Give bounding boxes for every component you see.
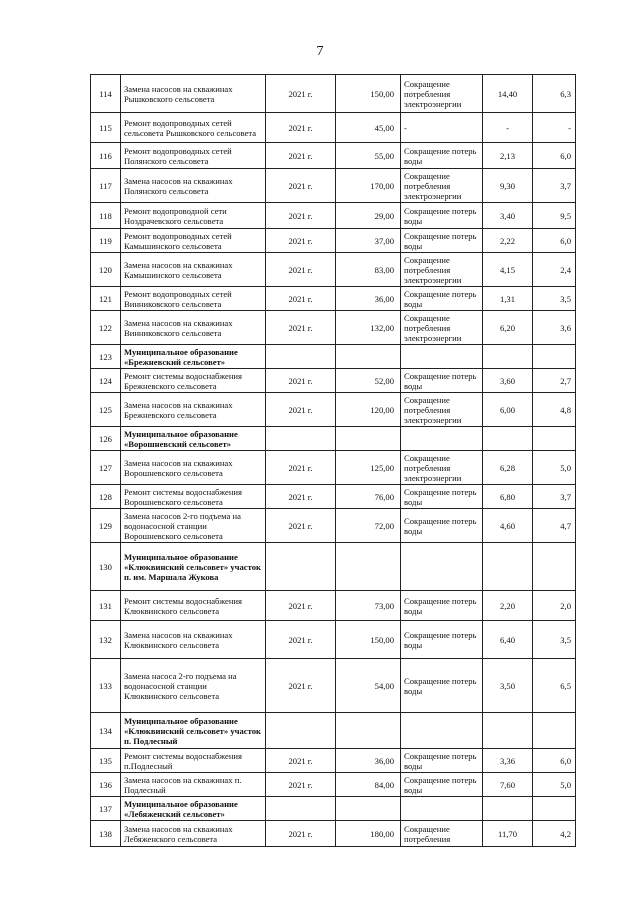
row-number: 124 — [91, 369, 121, 393]
cost-cell: 180,00 — [336, 821, 401, 847]
value1-cell — [483, 427, 533, 451]
row-number: 118 — [91, 203, 121, 229]
result-cell — [401, 797, 483, 821]
value2-cell: 6,5 — [533, 659, 576, 713]
group-row — [91, 345, 576, 369]
cost-cell: 150,00 — [336, 75, 401, 113]
cost-cell: 36,00 — [336, 749, 401, 773]
row-number: 126 — [91, 427, 121, 451]
row-number: 136 — [91, 773, 121, 797]
value1-cell: 7,60 — [483, 773, 533, 797]
row-number: 123 — [91, 345, 121, 369]
result-cell: Сокращение потерь воды — [401, 509, 483, 543]
measure-name: Ремонт водопроводных сетей Камышинского сельсовета — [121, 229, 266, 253]
row-number: 133 — [91, 659, 121, 713]
table-row — [91, 143, 576, 169]
result-cell: - — [401, 113, 483, 143]
cost-cell: 52,00 — [336, 369, 401, 393]
table-row — [91, 311, 576, 345]
value1-cell: 3,50 — [483, 659, 533, 713]
table-row — [91, 287, 576, 311]
result-cell: Сокращение потребления электроэнергии — [401, 253, 483, 287]
result-cell: Сокращение потерь воды — [401, 659, 483, 713]
year-cell: 2021 г. — [266, 287, 336, 311]
table-row — [91, 169, 576, 203]
cost-cell: 73,00 — [336, 591, 401, 621]
table-row — [91, 591, 576, 621]
year-cell — [266, 797, 336, 821]
value1-cell: 9,30 — [483, 169, 533, 203]
value1-cell: 11,70 — [483, 821, 533, 847]
value1-cell: 6,80 — [483, 485, 533, 509]
measure-name: Муниципальное образование «Ворошневский сельсовет» — [121, 427, 266, 451]
value2-cell: 3,7 — [533, 169, 576, 203]
value1-cell: 6,40 — [483, 621, 533, 659]
result-cell — [401, 427, 483, 451]
cost-cell — [336, 543, 401, 591]
table-row — [91, 485, 576, 509]
value2-cell: 2,0 — [533, 591, 576, 621]
value2-cell: 3,6 — [533, 311, 576, 345]
table-row — [91, 621, 576, 659]
cost-cell: 132,00 — [336, 311, 401, 345]
table-row — [91, 369, 576, 393]
year-cell — [266, 345, 336, 369]
table-row — [91, 75, 576, 113]
cost-cell — [336, 713, 401, 749]
value2-cell — [533, 543, 576, 591]
measure-name: Замена насоса 2-го подъема на водонасосной станции Клюквинского сельсовета — [121, 659, 266, 713]
row-number: 115 — [91, 113, 121, 143]
year-cell — [266, 713, 336, 749]
value2-cell: 6,0 — [533, 229, 576, 253]
cost-cell: 45,00 — [336, 113, 401, 143]
table-row — [91, 451, 576, 485]
row-number: 128 — [91, 485, 121, 509]
cost-cell: 84,00 — [336, 773, 401, 797]
value2-cell: - — [533, 113, 576, 143]
year-cell: 2021 г. — [266, 451, 336, 485]
cost-cell: 125,00 — [336, 451, 401, 485]
year-cell: 2021 г. — [266, 253, 336, 287]
value2-cell: 3,7 — [533, 485, 576, 509]
result-cell: Сокращение потерь воды — [401, 229, 483, 253]
cost-cell: 36,00 — [336, 287, 401, 311]
result-cell: Сокращение потерь воды — [401, 485, 483, 509]
table-row — [91, 773, 576, 797]
row-number: 131 — [91, 591, 121, 621]
result-cell — [401, 713, 483, 749]
year-cell: 2021 г. — [266, 393, 336, 427]
result-cell: Сокращение потерь воды — [401, 369, 483, 393]
value1-cell: 1,31 — [483, 287, 533, 311]
table-row — [91, 229, 576, 253]
value1-cell: 6,20 — [483, 311, 533, 345]
result-cell: Сокращение потребления электроэнергии — [401, 311, 483, 345]
table-row — [91, 113, 576, 143]
cost-cell: 76,00 — [336, 485, 401, 509]
cost-cell: 37,00 — [336, 229, 401, 253]
measure-name: Замена насосов на скважинах Камышинского сельсовета — [121, 253, 266, 287]
result-cell: Сокращение потерь воды — [401, 773, 483, 797]
group-row — [91, 797, 576, 821]
cost-cell — [336, 797, 401, 821]
measure-name: Замена насосов на скважинах Полянского сельсовета — [121, 169, 266, 203]
row-number: 132 — [91, 621, 121, 659]
year-cell: 2021 г. — [266, 143, 336, 169]
row-number: 127 — [91, 451, 121, 485]
measures-table — [90, 74, 576, 847]
page-number: 7 — [316, 44, 324, 59]
result-cell — [401, 543, 483, 591]
year-cell: 2021 г. — [266, 113, 336, 143]
row-number: 125 — [91, 393, 121, 427]
table-body — [91, 75, 576, 847]
row-number: 114 — [91, 75, 121, 113]
row-number: 120 — [91, 253, 121, 287]
year-cell: 2021 г. — [266, 509, 336, 543]
measure-name: Ремонт водопроводных сетей Полянского сельсовета — [121, 143, 266, 169]
year-cell: 2021 г. — [266, 591, 336, 621]
row-number: 138 — [91, 821, 121, 847]
measure-name: Ремонт водопроводных сетей Винниковского сельсовета — [121, 287, 266, 311]
result-cell: Сокращение потерь воды — [401, 203, 483, 229]
table-row — [91, 203, 576, 229]
measure-name: Замена насосов на скважинах Лебяженского сельсовета — [121, 821, 266, 847]
result-cell: Сокращение потребления электроэнергии — [401, 393, 483, 427]
measure-name: Ремонт системы водоснабжения Ворошневского сельсовета — [121, 485, 266, 509]
value1-cell — [483, 345, 533, 369]
result-cell: Сокращение потерь воды — [401, 621, 483, 659]
value1-cell: 3,40 — [483, 203, 533, 229]
result-cell: Сокращение потребления электроэнергии — [401, 451, 483, 485]
cost-cell: 29,00 — [336, 203, 401, 229]
row-number: 134 — [91, 713, 121, 749]
row-number: 130 — [91, 543, 121, 591]
value1-cell: 2,20 — [483, 591, 533, 621]
value2-cell: 5,0 — [533, 451, 576, 485]
value2-cell: 6,0 — [533, 749, 576, 773]
cost-cell: 83,00 — [336, 253, 401, 287]
row-number: 122 — [91, 311, 121, 345]
cost-cell: 55,00 — [336, 143, 401, 169]
row-number: 116 — [91, 143, 121, 169]
year-cell: 2021 г. — [266, 75, 336, 113]
measure-name: Замена насосов на скважинах п. Подлесный — [121, 773, 266, 797]
group-row — [91, 427, 576, 451]
measure-name: Ремонт системы водоснабжения п.Подлесный — [121, 749, 266, 773]
measure-name: Замена насосов на скважинах Рышковского сельсовета — [121, 75, 266, 113]
value1-cell — [483, 797, 533, 821]
measure-name: Ремонт системы водоснабжения Клюквинского сельсовета — [121, 591, 266, 621]
year-cell: 2021 г. — [266, 485, 336, 509]
year-cell: 2021 г. — [266, 311, 336, 345]
measure-name: Муниципальное образование «Клюквинский сельсовет» участок п. Подлесный — [121, 713, 266, 749]
measure-name: Ремонт системы водоснабжения Брежневского сельсовета — [121, 369, 266, 393]
measure-name: Муниципальное образование «Брежневский сельсовет» — [121, 345, 266, 369]
year-cell: 2021 г. — [266, 229, 336, 253]
measure-name: Муниципальное образование «Лебяженский сельсовет» — [121, 797, 266, 821]
value1-cell: 2,22 — [483, 229, 533, 253]
value2-cell: 4,8 — [533, 393, 576, 427]
row-number: 129 — [91, 509, 121, 543]
value2-cell: 4,2 — [533, 821, 576, 847]
table-row — [91, 393, 576, 427]
result-cell: Сокращение потребления — [401, 821, 483, 847]
row-number: 121 — [91, 287, 121, 311]
cost-cell: 54,00 — [336, 659, 401, 713]
result-cell: Сокращение потребления электроэнергии — [401, 169, 483, 203]
measure-name: Ремонт водопроводной сети Ноздрачевского сельсовета — [121, 203, 266, 229]
value1-cell: 4,60 — [483, 509, 533, 543]
value2-cell: 3,5 — [533, 287, 576, 311]
cost-cell — [336, 427, 401, 451]
cost-cell: 170,00 — [336, 169, 401, 203]
group-row — [91, 543, 576, 591]
value2-cell — [533, 797, 576, 821]
measure-name: Замена насосов на скважинах Винниковского сельсовета — [121, 311, 266, 345]
value2-cell: 3,5 — [533, 621, 576, 659]
result-cell: Сокращение потерь воды — [401, 287, 483, 311]
year-cell: 2021 г. — [266, 203, 336, 229]
year-cell — [266, 427, 336, 451]
measure-name: Муниципальное образование «Клюквинский сельсовет» участок п. им. Маршала Жукова — [121, 543, 266, 591]
value2-cell: 4,7 — [533, 509, 576, 543]
value2-cell: 5,0 — [533, 773, 576, 797]
measure-name: Замена насосов на скважинах Клюквинского сельсовета — [121, 621, 266, 659]
value2-cell — [533, 427, 576, 451]
group-row — [91, 713, 576, 749]
result-cell: Сокращение потребления электроэнергии — [401, 75, 483, 113]
table-row — [91, 253, 576, 287]
year-cell: 2021 г. — [266, 659, 336, 713]
value2-cell: 2,4 — [533, 253, 576, 287]
table-row — [91, 749, 576, 773]
year-cell: 2021 г. — [266, 749, 336, 773]
result-cell: Сокращение потерь воды — [401, 143, 483, 169]
result-cell — [401, 345, 483, 369]
cost-cell: 72,00 — [336, 509, 401, 543]
value1-cell: 3,60 — [483, 369, 533, 393]
value2-cell: 6,3 — [533, 75, 576, 113]
value2-cell — [533, 713, 576, 749]
year-cell: 2021 г. — [266, 773, 336, 797]
table-row — [91, 821, 576, 847]
year-cell: 2021 г. — [266, 169, 336, 203]
value1-cell: - — [483, 113, 533, 143]
value2-cell — [533, 345, 576, 369]
value2-cell: 6,0 — [533, 143, 576, 169]
value1-cell: 4,15 — [483, 253, 533, 287]
year-cell — [266, 543, 336, 591]
value1-cell — [483, 543, 533, 591]
row-number: 135 — [91, 749, 121, 773]
cost-cell: 150,00 — [336, 621, 401, 659]
value1-cell: 6,28 — [483, 451, 533, 485]
value2-cell: 9,5 — [533, 203, 576, 229]
table-row — [91, 659, 576, 713]
cost-cell — [336, 345, 401, 369]
year-cell: 2021 г. — [266, 369, 336, 393]
year-cell: 2021 г. — [266, 621, 336, 659]
measure-name: Замена насосов на скважинах Ворошневского сельсовета — [121, 451, 266, 485]
year-cell: 2021 г. — [266, 821, 336, 847]
row-number: 117 — [91, 169, 121, 203]
value1-cell: 14,40 — [483, 75, 533, 113]
measure-name: Замена насосов 2-го подъема на водонасосной станции Ворошневского сельсовета — [121, 509, 266, 543]
row-number: 119 — [91, 229, 121, 253]
measure-name: Ремонт водопроводных сетей сельсовета Рышковского сельсовета — [121, 113, 266, 143]
result-cell: Сокращение потерь воды — [401, 749, 483, 773]
value1-cell: 6,00 — [483, 393, 533, 427]
row-number: 137 — [91, 797, 121, 821]
measure-name: Замена насосов на скважинах Брежневского сельсовета — [121, 393, 266, 427]
value1-cell: 2,13 — [483, 143, 533, 169]
cost-cell: 120,00 — [336, 393, 401, 427]
table-row — [91, 509, 576, 543]
value1-cell — [483, 713, 533, 749]
value2-cell: 2,7 — [533, 369, 576, 393]
value1-cell: 3,36 — [483, 749, 533, 773]
result-cell: Сокращение потерь воды — [401, 591, 483, 621]
